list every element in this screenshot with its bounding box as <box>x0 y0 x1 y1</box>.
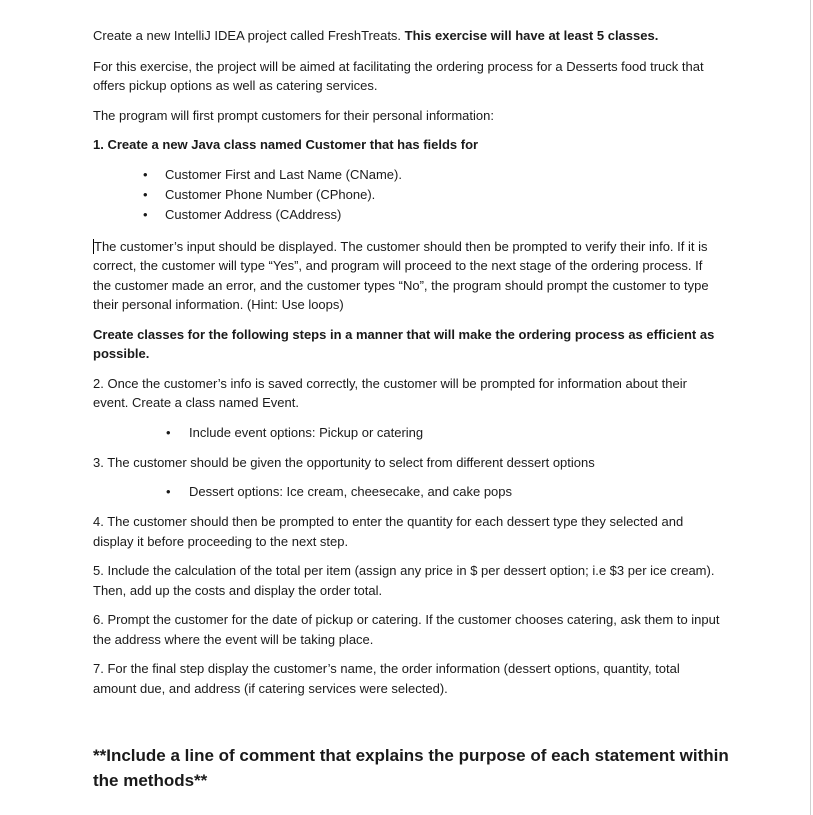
step7-paragraph: 7. For the final step display the customer’s name, the order information (dessert options, quantity, total amount due, and address (if catering services were selected). <box>93 661 680 696</box>
step5-paragraph: 5. Include the calculation of the total per item (assign any price in $ per dessert option; i.e $3 per ice cream). Then, add up the costs and display the order total. <box>93 563 715 598</box>
bullet-icon: • <box>143 206 148 222</box>
intro-bold-text: This exercise will have at least 5 classes. <box>404 28 659 43</box>
customer-fields-list <box>93 165 723 225</box>
verify-text: The customer’s input should be displayed. The customer should then be prompted to verify their info. If it is correct, the customer will type “Yes”, and program will proceed to the next stage of the ordering process. If the customer made an error, and the customer types “No”, the program should prompt the customer to type their personal information. (Hint: Use loops) <box>93 238 709 312</box>
event-options-list <box>93 423 723 443</box>
document-body <box>93 26 723 708</box>
list-item <box>93 205 723 225</box>
step4-paragraph: 4. The customer should then be prompted to enter the quantity for each dessert type they selected and display it before proceeding to the next step. <box>93 514 684 549</box>
list-item <box>93 423 723 443</box>
prompt-intro-paragraph: The program will first prompt customers for their personal information: <box>93 107 494 123</box>
bullet-icon: • <box>166 424 171 440</box>
bullet-icon: • <box>143 186 148 202</box>
aim-paragraph: For this exercise, the project will be aimed at facilitating the ordering process for a Desserts food truck that offers pickup options as well as catering services. <box>93 58 704 93</box>
step1-text: 1. Create a new Java class named Customer that has fields for <box>93 137 479 152</box>
bullet-icon: • <box>166 484 171 499</box>
bullet-icon: • <box>143 166 148 182</box>
list-item-text: Customer Address (CAddress) <box>165 206 342 222</box>
step1-heading <box>93 135 723 155</box>
final-note: **Include a line of comment that explains the purpose of each statement within the methods** <box>93 746 729 790</box>
list-item-text: Include event options: Pickup or catering <box>189 424 424 440</box>
list-item-text: Customer First and Last Name (CName). <box>165 166 402 182</box>
list-item <box>93 185 723 205</box>
dessert-options-list <box>93 482 723 502</box>
list-item-text: Customer Phone Number (CPhone). <box>165 186 376 202</box>
intro-paragraph <box>93 26 723 46</box>
step2-paragraph: 2. Once the customer’s info is saved correctly, the customer will be prompted for information about their event. Create a class named Event. <box>93 375 687 410</box>
create-classes-paragraph <box>93 325 723 364</box>
list-item <box>93 165 723 185</box>
step6-paragraph: 6. Prompt the customer for the date of pickup or catering. If the customer chooses catering, ask them to input the address where the event will be taking place. <box>93 612 720 647</box>
intro-text: Create a new IntelliJ IDEA project called FreshTreats. <box>93 28 405 43</box>
create-classes-text: Create classes for the following steps in a manner that will make the ordering process as efficient as possible. <box>93 326 715 361</box>
list-item <box>93 482 723 502</box>
list-item-text: Dessert options: Ice cream, cheesecake, and cake pops <box>189 484 513 499</box>
step3-paragraph: 3. The customer should be given the opportunity to select from different dessert options <box>93 454 595 470</box>
verify-paragraph[interactable] <box>93 237 723 315</box>
